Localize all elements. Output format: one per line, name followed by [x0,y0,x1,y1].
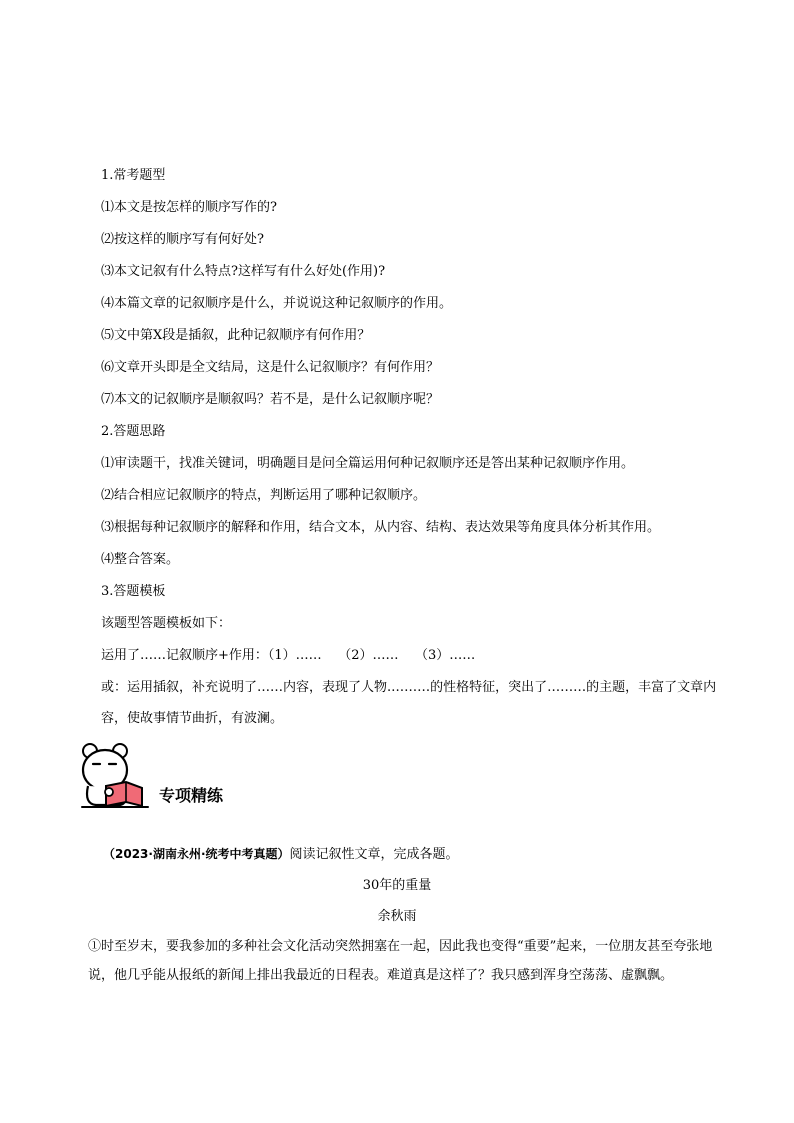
question-item: ⑺本文的记叙顺序是顺叙吗？若不是，是什么记叙顺序呢？ [101,392,440,407]
article-title: 30年的重量 [362,878,432,893]
approach-item: ⑶根据每种记叙顺序的解释和作用，结合文本，从内容、结构、表达效果等角度具体分析其作用。 [101,520,661,535]
article-author: 余秋雨 [377,909,417,924]
question-item: ⑴本文是按怎样的顺序写作的? [101,200,277,215]
section-heading-2: 2.答题思路 [101,424,166,439]
question-item: ⑸文中第X段是插叙，此种记叙顺序有何作用？ [101,328,371,343]
answer-template: 运用了……记叙顺序+作用：（1）…… （2）…… （3）…… [101,648,476,663]
instruction: 阅读记叙性文章，完成各题。 [289,847,459,862]
question-item: ⑵按这样的顺序写有何好处? [101,232,264,247]
practice-header [76,742,376,812]
practice-title: 专项精练 [159,786,224,805]
approach-item: ⑴审读题干，找准关键词，明确题目是问全篇运用何种记叙顺序还是答出某种记叙顺序作用。 [101,456,635,471]
template-intro: 该题型答题模板如下： [101,616,232,631]
source-tag: （2023·湖南永州·统考中考真题） [103,847,290,861]
answer-template-alt: 或：运用插叙，补充说明了……内容，表现了人物.………的性格特征，突出了………的主题，丰富了文章内容，使故事情节曲折，有波澜。 [101,680,717,726]
approach-item: ⑵结合相应记叙顺序的特点，判断运用了哪种记叙顺序。 [101,488,427,503]
question-source [103,846,459,863]
bear-reading-book-icon [76,742,158,810]
section-heading-1: 1.常考题型 [101,168,166,183]
question-item: ⑹文章开头即是全文结局，这是什么记叙顺序？有何作用？ [101,360,440,375]
question-item: ⑷本篇文章的记叙顺序是什么，并说说这种记叙顺序的作用。 [101,296,453,311]
approach-item: ⑷整合答案。 [101,552,180,567]
question-item: ⑶本文记叙有什么特点?这样写有什么好处(作用)? [101,264,386,279]
section-heading-3: 3.答题模板 [101,584,166,599]
article-paragraph-1: ①时至岁末，要我参加的多种社会文化活动突然拥塞在一起，因此我也变得“重要”起来，一位朋友甚至夸张地说，他几乎能从报纸的新闻上排出我最近的日程表。难道真是这样了？我只感到浑身空荡荡、虚飘飘。 [88,939,713,983]
